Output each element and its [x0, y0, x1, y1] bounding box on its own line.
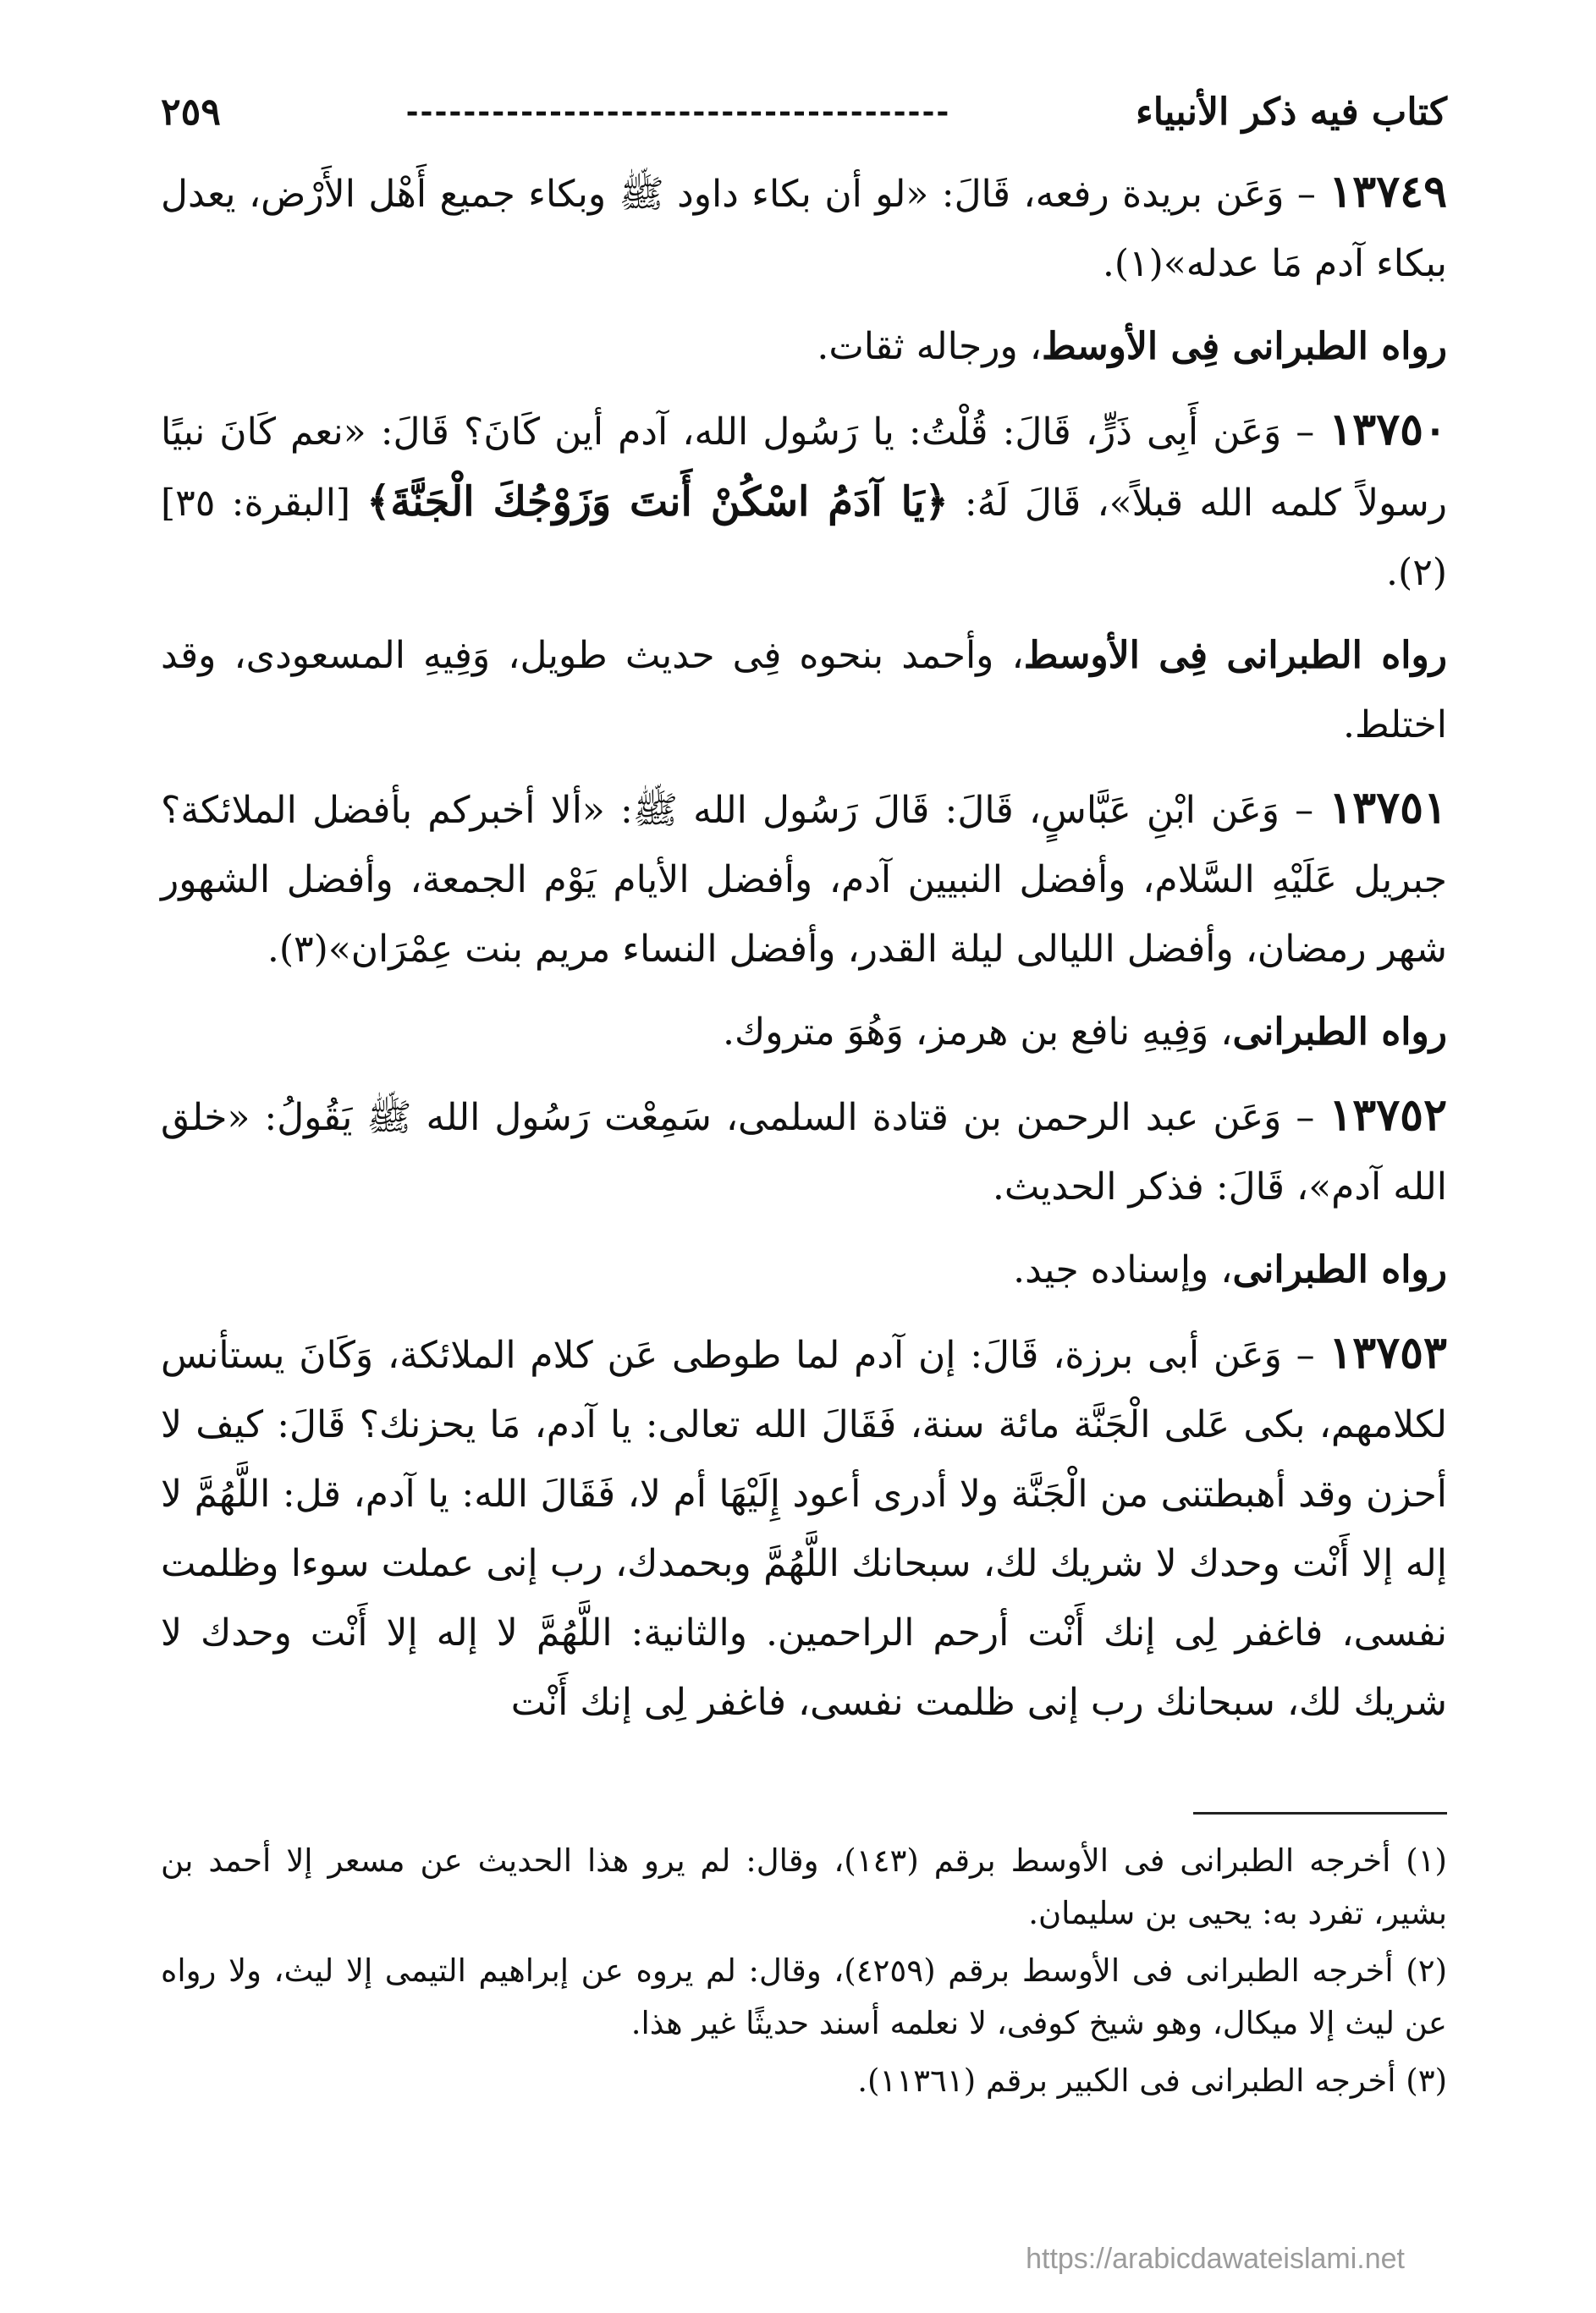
source-text: ، وَفِيهِ نافع بن هرمز، وَهُوَ متروك. — [723, 1011, 1233, 1054]
source-note — [161, 1236, 1447, 1305]
header-dashes: -------------------------------------- — [405, 94, 951, 129]
hadith-13752 — [161, 1081, 1447, 1222]
source-label: رواه الطبرانى فِى الأوسط — [1023, 634, 1447, 677]
hadith-text: – وَعَن ابْنِ عَبَّاسٍ، قَالَ: قَالَ رَسُول الله ﷺ: «ألا أخبركم بأفضل الملائكة؟ جبريل عَلَيْهِ السَّلام، وأفضل النبيين آدم، وأفضل الأيام يَوْم الجمعة، وأفضل الشهور شهر رمضان، وأفضل الليالى ليلة القدر، وأفضل النساء مريم بنت عِمْرَان»(٣). — [161, 789, 1447, 971]
hadith-number: ١٣٧٥١ — [1329, 782, 1447, 834]
source-label: رواه الطبرانى فِى الأوسط — [1041, 325, 1447, 368]
source-text: ، وإسناده جيد. — [1013, 1248, 1233, 1291]
source-note — [161, 312, 1447, 382]
hadith-13749 — [161, 157, 1447, 299]
hadith-text: – وَعَن عبد الرحمن بن قتادة السلمى، سَمِعْت رَسُول الله ﷺ يَقُولُ: «خلق الله آدم»، قَالَ: فذكر الحديث. — [161, 1096, 1447, 1209]
footnote-separator — [1193, 1812, 1447, 1815]
hadith-13751 — [161, 774, 1447, 984]
source-text: ، وأحمد بنحوه فِى حديث طويل، وَفِيهِ المسعودى، وقد اختلط. — [161, 634, 1447, 746]
hadith-text: – وَعَن أبى برزة، قَالَ: إن آدم لما طوطى عَن كلام الملائكة، وَكَانَ يستأنس لكلامهم، بكى عَلى الْجَنَّة مائة سنة، فَقَالَ الله تعالى: يا آدم، مَا يحزنك؟ قَالَ: كيف لا أحزن وقد أهبطتنى من الْجَنَّة ولا أدرى أعود إِلَيْهَا أم لا، فَقَالَ الله: يا آدم، قل: اللَّهُمَّ لا إله إلا أَنْت وحدك لا شريك لك، سبحانك اللَّهُمَّ وبحمدك، رب إنى عملت سوءا وظلمت نفسى، فاغفر لِى إنك أَنْت أرحم الراحمين. والثانية: اللَّهُمَّ لا إله إلا أَنْت وحدك لا شريك لك، سبحانك رب إنى ظلمت نفسى، فاغفر لِى إنك أَنْت — [161, 1334, 1448, 1724]
main-text — [161, 157, 1447, 1738]
hadith-13750 — [161, 395, 1447, 608]
hadith-text: – وَعَن أَبِى ذَرٍّ، قَالَ: قُلْتُ: يا رَسُول الله، آدم أين كَانَ؟ قَالَ: «نعم كَانَ نبيًا رسولاً كلمه الله قبلاً»، قَالَ لَهُ: — [161, 410, 1447, 525]
source-note — [161, 621, 1447, 760]
footnote-1: (١) أخرجه الطبرانى فى الأوسط برقم (١٤٣)، وقال: لم يرو هذا الحديث عن مسعر إلا أحمد بن بشير، تفرد به: يحيى بن سليمان. — [161, 1842, 1447, 1931]
chapter-title: كتاب فيه ذكر الأنبياء — [1136, 90, 1447, 134]
source-label: رواه الطبرانى — [1232, 1248, 1447, 1291]
source-note — [161, 998, 1447, 1067]
running-header — [161, 85, 1447, 139]
page-number: ٢٥٩ — [161, 90, 221, 134]
source-text: ، ورجاله ثقات. — [817, 325, 1042, 368]
watermark-url: https://arabicdawateislami.net — [1026, 2243, 1405, 2275]
book-page — [161, 85, 1447, 2285]
quran-verse: ﴿يَا آدَمُ اسْكُنْ أَنتَ وَزَوْجُكَ الْجَنَّةَ﴾ — [366, 478, 949, 526]
source-label: رواه الطبرانى — [1232, 1011, 1447, 1054]
verse-reference: [البقرة: ٣٥](٢). — [161, 482, 1447, 594]
hadith-text: – وَعَن بريدة رفعه، قَالَ: «لو أن بكاء داود ﷺ وبكاء جميع أَهْل الأَرْض، يعدل ببكاء آدم مَا عدله»(١). — [161, 173, 1447, 285]
footnotes — [161, 1835, 1447, 2107]
hadith-number: ١٣٧٤٩ — [1329, 166, 1447, 218]
footnote-2: (٢) أخرجه الطبرانى فى الأوسط برقم (٤٢٥٩)، وقال: لم يروه عن إبراهيم التيمى إلا ليث، ولا رواه عن ليث إلا ميكال، وهو شيخ كوفى، لا نعلمه أسند حديثًا غير هذا. — [161, 1952, 1447, 2041]
hadith-13753 — [161, 1319, 1447, 1738]
hadith-number: ١٣٧٥٠ — [1329, 404, 1447, 455]
hadith-number: ١٣٧٥٣ — [1329, 1327, 1447, 1379]
hadith-number: ١٣٧٥٢ — [1329, 1089, 1447, 1141]
footnote-3: (٣) أخرجه الطبرانى فى الكبير برقم (١١٣٦١). — [857, 2062, 1447, 2099]
